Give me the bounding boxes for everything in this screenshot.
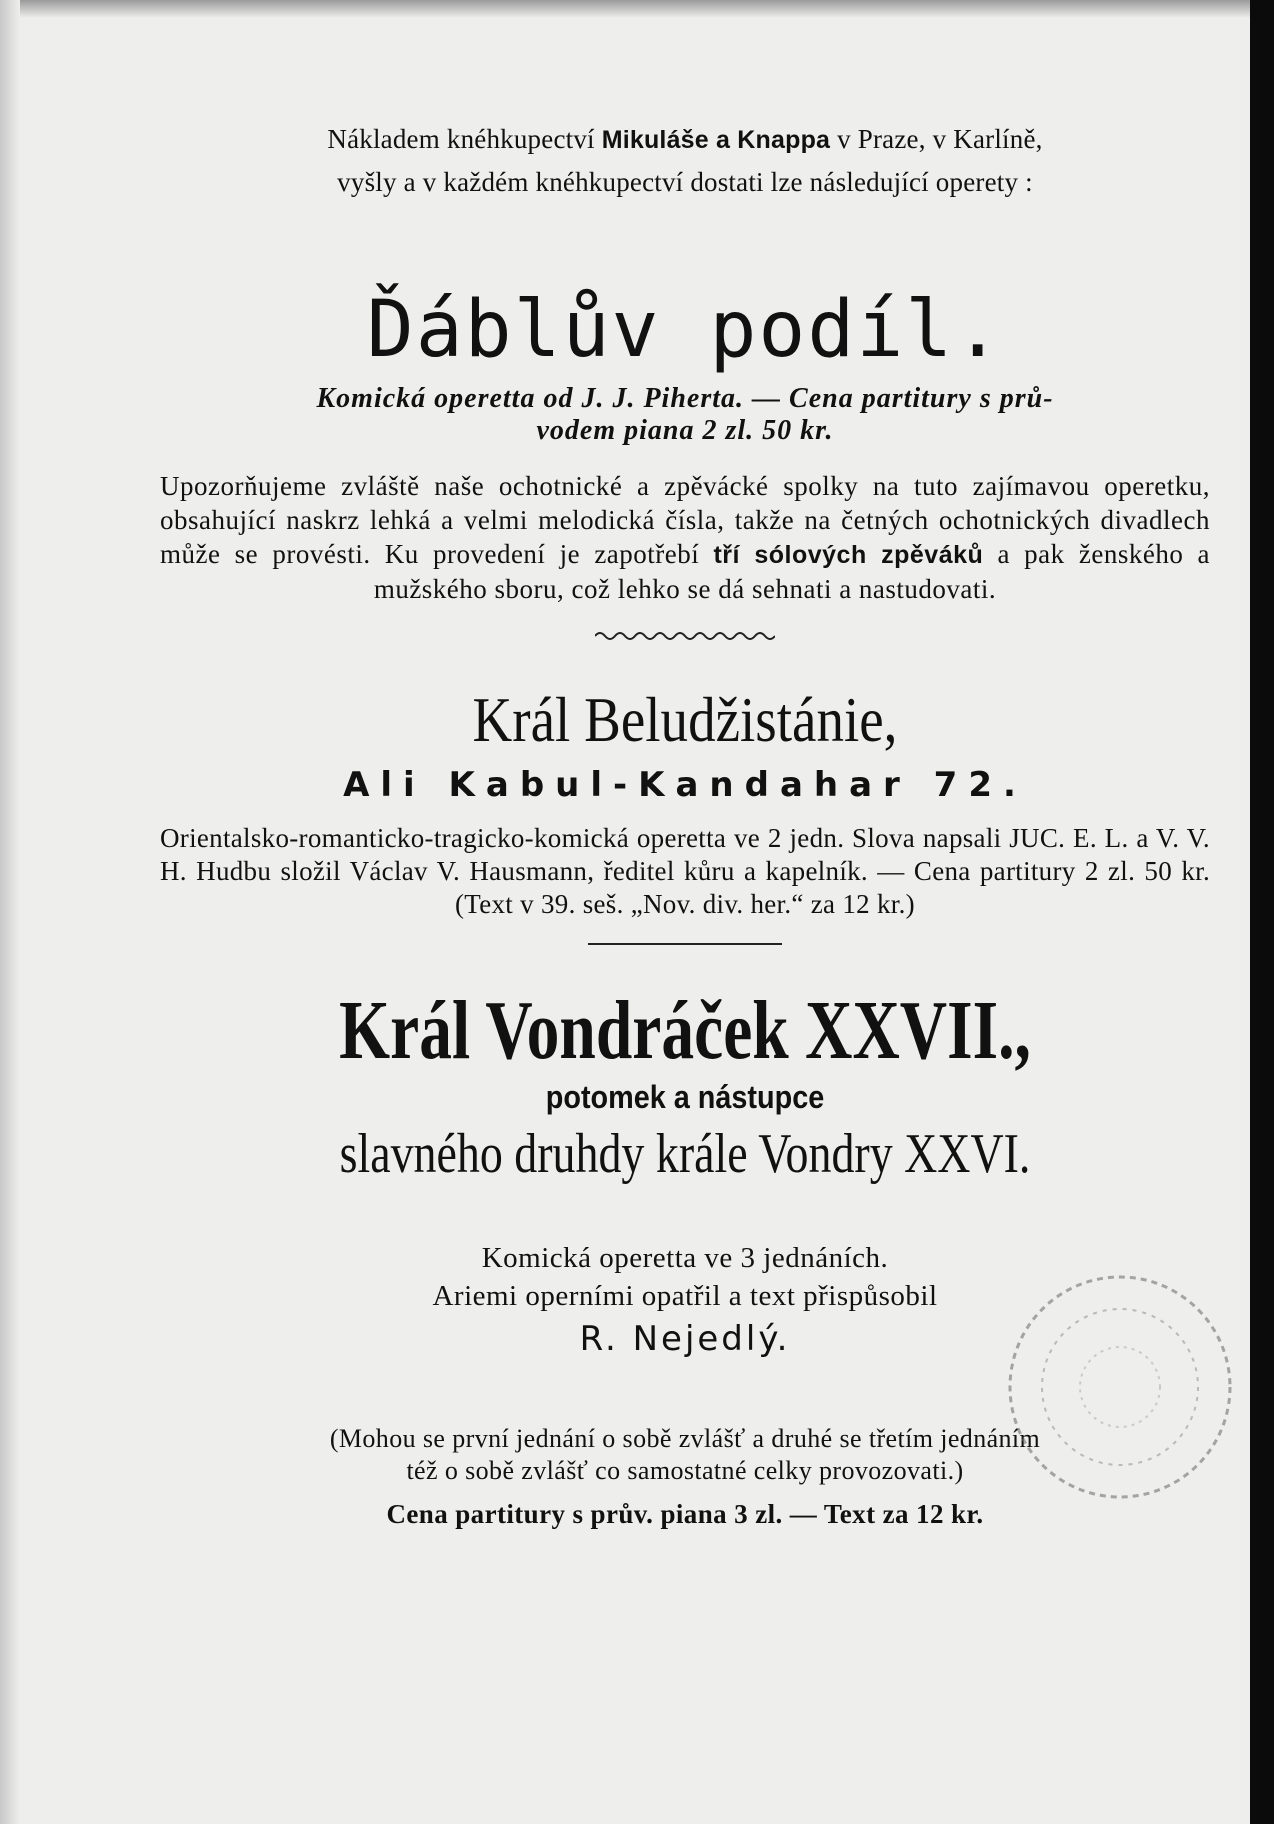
intro-line-1 <box>160 118 1210 161</box>
operetta-1-credit-line-1: Komická operetta od J. J. Piherta. — Cena partitury s prů- <box>316 383 1054 414</box>
operetta-1-credit <box>160 383 1210 447</box>
operetta-1-description-end: a pak ženského a mužského sboru, což lehko se dá sehnati a nastudovati. <box>373 539 1210 604</box>
library-stamp-icon <box>990 1262 1250 1512</box>
wavy-divider <box>595 630 775 642</box>
publisher-name: Mikuláše a Knappa <box>601 126 831 154</box>
intro-line-1-start: Nákladem knéhkupectví <box>327 124 595 154</box>
operetta-3-arranger: R. Nejedlý. <box>579 1319 791 1359</box>
operetta-1-credit-line-2: vodem piana 2 zl. 50 kr. <box>536 415 834 446</box>
operetta-3-subtitle: potomek a nástupce <box>545 1079 825 1115</box>
operetta-3-arranger-line: Ariemi operními opatřil a text přispůsobil <box>432 1280 938 1312</box>
operetta-2-title: Král Beludžistánie, <box>472 684 898 755</box>
operetta-3-genre: Komická operetta ve 3 jednáních. <box>481 1242 889 1274</box>
intro-line-1-end: v Praze, v Karlíně, <box>837 124 1043 154</box>
horizontal-divider <box>588 943 782 945</box>
operetta-3-title: Král Vondráček XXVII., <box>339 984 1031 1077</box>
operetta-1-description <box>160 469 1210 606</box>
scan-edge-left <box>0 0 20 1824</box>
operetta-2-description: Orientalsko-romanticko-tragicko-komická operetta ve 2 jedn. Slova napsali JUC. E. L. a V. V. H. Hudbu složil Václav V. Hausmann, ředitel kůru a kapelník. — Cena partitury 2 zl. 50 kr. (Text v 39. seš. „Nov. div. her.“ za 12 kr.) <box>160 823 1210 919</box>
operetta-3-price: Cena partitury s prův. piana 3 zl. — Text za 12 kr. <box>386 1499 984 1529</box>
operetta-1-soloists: tří sólových zpěváků <box>713 541 984 569</box>
scan-edge-top <box>0 0 1274 18</box>
scan-edge-right <box>1250 0 1274 1824</box>
intro-line-2: vyšly a v každém knéhkupectví dostati lze následující operety : <box>337 167 1033 197</box>
publisher-intro <box>160 118 1210 203</box>
operetta-3-note-line-1: (Mohou se první jednání o sobě zvlášť a druhé se třetím jednáním <box>329 1424 1041 1453</box>
operetta-1-title: Ďáblův podíl. <box>366 285 1004 375</box>
operetta-2-subtitle: Ali Kabul-Kandahar 72. <box>343 765 1027 805</box>
operetta-1-description-start: Upozorňujeme zvláště naše ochotnické a zpěvácké spolky na tuto zajímavou operetku, obsahující naskrz lehká a velmi melodická čísla, takže na četných ochotnických divadlech může se provésti. Ku provedení je zapotřebí <box>160 471 1210 569</box>
operetta-3-subtitle-2: slavného druhdy krále Vondry XXVI. <box>339 1123 1031 1185</box>
operetta-3-note-line-2: též o sobě zvlášť co samostatné celky provozovati.) <box>406 1456 964 1485</box>
